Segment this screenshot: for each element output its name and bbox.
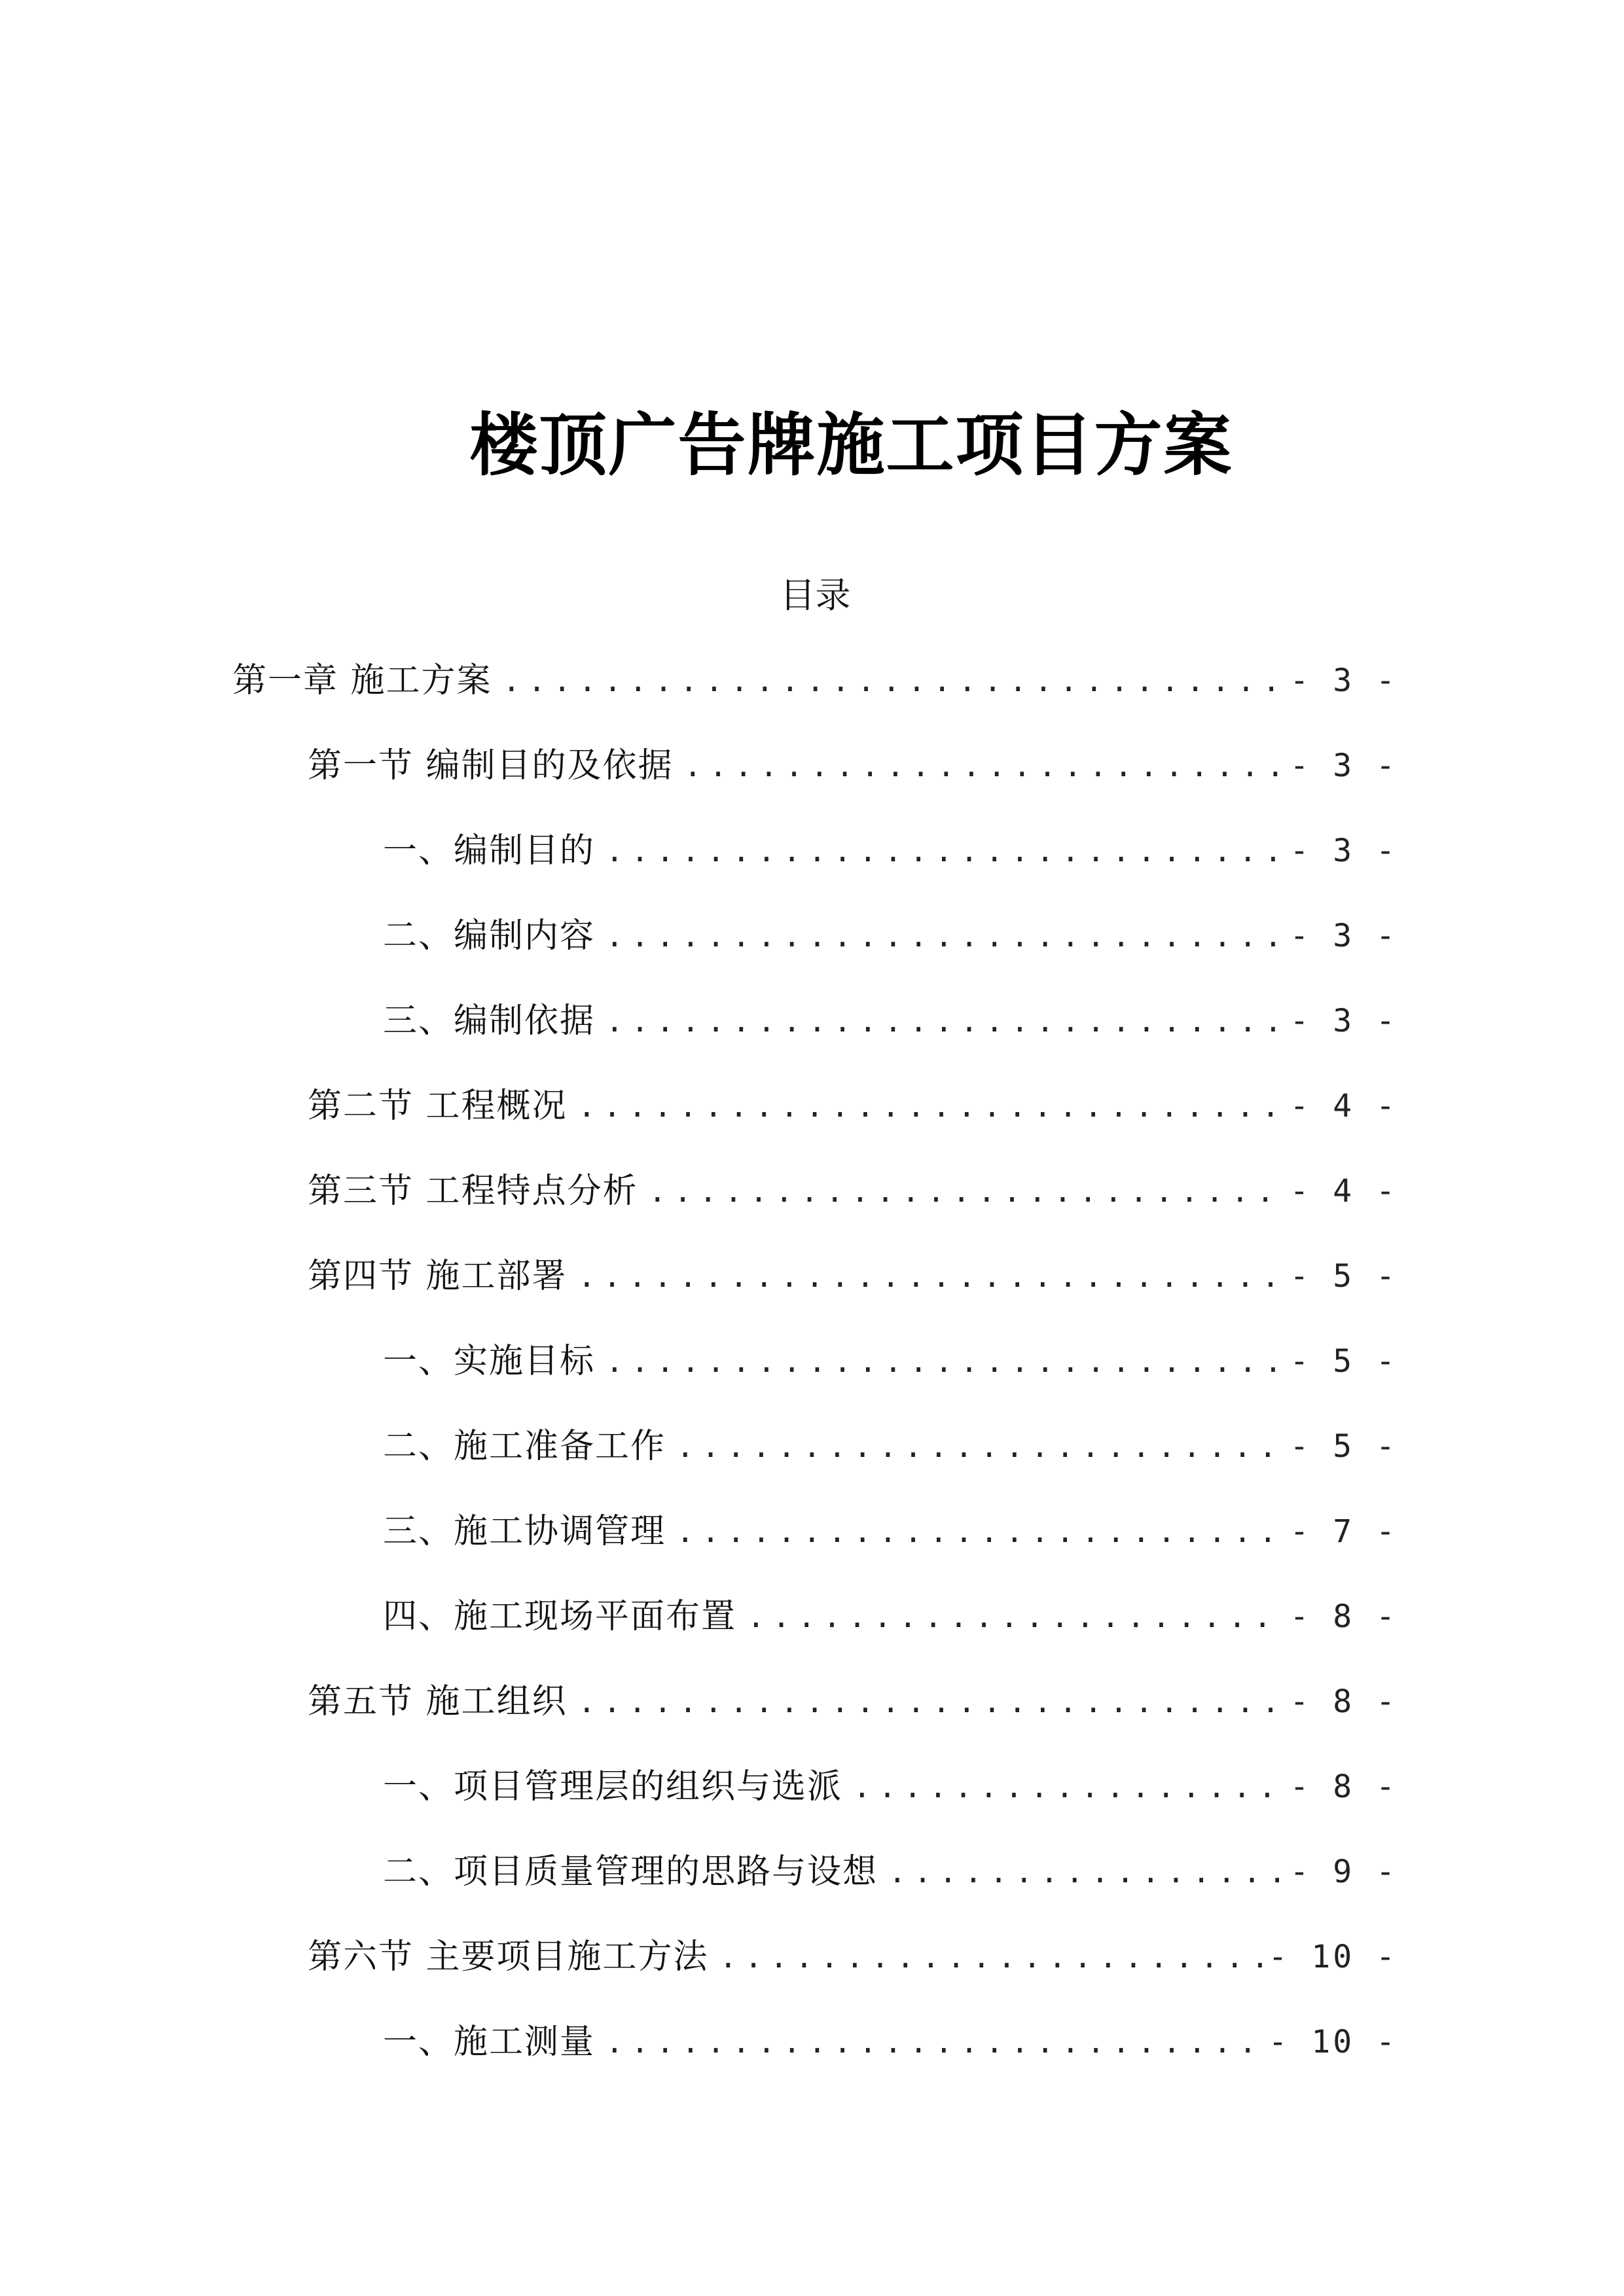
toc-entry-page: - 3 - — [1290, 747, 1398, 784]
toc-leader-dots — [649, 1155, 1284, 1227]
toc-leader-dots — [853, 1751, 1283, 1823]
toc-entry-page: - 8 - — [1290, 1768, 1398, 1805]
toc-entry-label: 第四节 施工部署 — [308, 1257, 568, 1296]
toc-entry[interactable] — [383, 815, 1398, 887]
toc-leader-dots — [503, 645, 1284, 717]
toc-leader-dots — [605, 1325, 1283, 1397]
toc-entry[interactable] — [308, 1070, 1398, 1142]
toc-entry-page: - 5 - — [1290, 1258, 1398, 1295]
toc-entry-page: - 10 - — [1268, 2024, 1398, 2060]
toc-leader-dots — [578, 1240, 1284, 1312]
toc-entry[interactable] — [308, 1155, 1398, 1227]
toc-entry-page: - 4 - — [1290, 1173, 1398, 1210]
toc-leader-dots — [676, 1410, 1283, 1482]
toc-entry[interactable] — [383, 2006, 1398, 2078]
toc-leader-dots — [684, 730, 1284, 802]
toc-leader-dots — [676, 1496, 1283, 1568]
toc-entry[interactable] — [383, 985, 1398, 1057]
toc-entry-label: 二、编制内容 — [383, 916, 596, 956]
toc-entry[interactable] — [383, 1581, 1398, 1653]
toc-entry-label: 第一章 施工方案 — [232, 661, 492, 700]
toc-entry-label: 一、实施目标 — [383, 1342, 596, 1381]
toc-entry-page: - 8 - — [1290, 1683, 1398, 1720]
toc-entry-label: 一、项目管理层的组织与选派 — [383, 1767, 843, 1806]
toc-entry-label: 二、施工准备工作 — [383, 1427, 666, 1466]
toc-entry-label: 三、施工协调管理 — [383, 1512, 666, 1551]
toc-entry-label: 第三节 工程特点分析 — [308, 1172, 638, 1211]
toc-entry-page: - 8 - — [1290, 1598, 1398, 1635]
toc-entry-page: - 3 - — [1290, 662, 1398, 699]
toc-entry[interactable] — [383, 1325, 1398, 1397]
toc-leader-dots — [578, 1070, 1284, 1142]
toc-entry-page: - 5 - — [1290, 1428, 1398, 1465]
toc-entry-label: 第二节 工程概况 — [308, 1086, 568, 1126]
document-title: 楼顶广告牌施工项目方案 — [469, 405, 1233, 485]
toc-entry[interactable] — [383, 900, 1398, 972]
toc-leader-dots — [578, 1666, 1284, 1738]
toc-leader-dots — [888, 1836, 1283, 1908]
toc-entry-label: 一、编制目的 — [383, 831, 596, 870]
toc-entry[interactable] — [308, 1921, 1398, 1993]
toc-entry-label: 二、项目质量管理的思路与设想 — [383, 1852, 878, 1892]
toc-leader-dots — [605, 815, 1283, 887]
toc-entry-label: 四、施工现场平面布置 — [383, 1597, 737, 1636]
toc-entry-label: 第一节 编制目的及依据 — [308, 746, 674, 785]
toc-entry-page: - 3 - — [1290, 918, 1398, 954]
toc-leader-dots — [747, 1581, 1283, 1653]
toc-leader-dots — [605, 2006, 1262, 2078]
toc-entry-page: - 4 - — [1290, 1088, 1398, 1124]
toc-entry[interactable] — [383, 1496, 1398, 1568]
toc-entry[interactable] — [232, 645, 1398, 717]
toc-leader-dots — [605, 985, 1283, 1057]
toc-entry-page: - 10 - — [1268, 1939, 1398, 1975]
toc-entry-page: - 7 - — [1290, 1513, 1398, 1550]
toc-heading: 目录 — [780, 575, 851, 616]
toc-entry[interactable] — [383, 1836, 1398, 1908]
toc-entry-page: - 3 - — [1290, 1003, 1398, 1039]
toc-entry-label: 第六节 主要项目施工方法 — [308, 1937, 709, 1977]
toc-entry-page: - 9 - — [1290, 1854, 1398, 1890]
toc-entry-label: 一、施工测量 — [383, 2022, 596, 2062]
toc-entry[interactable] — [383, 1751, 1398, 1823]
toc-leader-dots — [605, 900, 1283, 972]
toc-entry[interactable] — [308, 1240, 1398, 1312]
toc-entry-page: - 5 - — [1290, 1343, 1398, 1380]
toc-entry-label: 三、编制依据 — [383, 1001, 596, 1041]
toc-entry-page: - 3 - — [1290, 833, 1398, 869]
toc-entry-label: 第五节 施工组织 — [308, 1682, 568, 1721]
toc-leader-dots — [719, 1921, 1262, 1993]
toc-entry[interactable] — [383, 1410, 1398, 1482]
toc-entry[interactable] — [308, 730, 1398, 802]
toc-entry[interactable] — [308, 1666, 1398, 1738]
